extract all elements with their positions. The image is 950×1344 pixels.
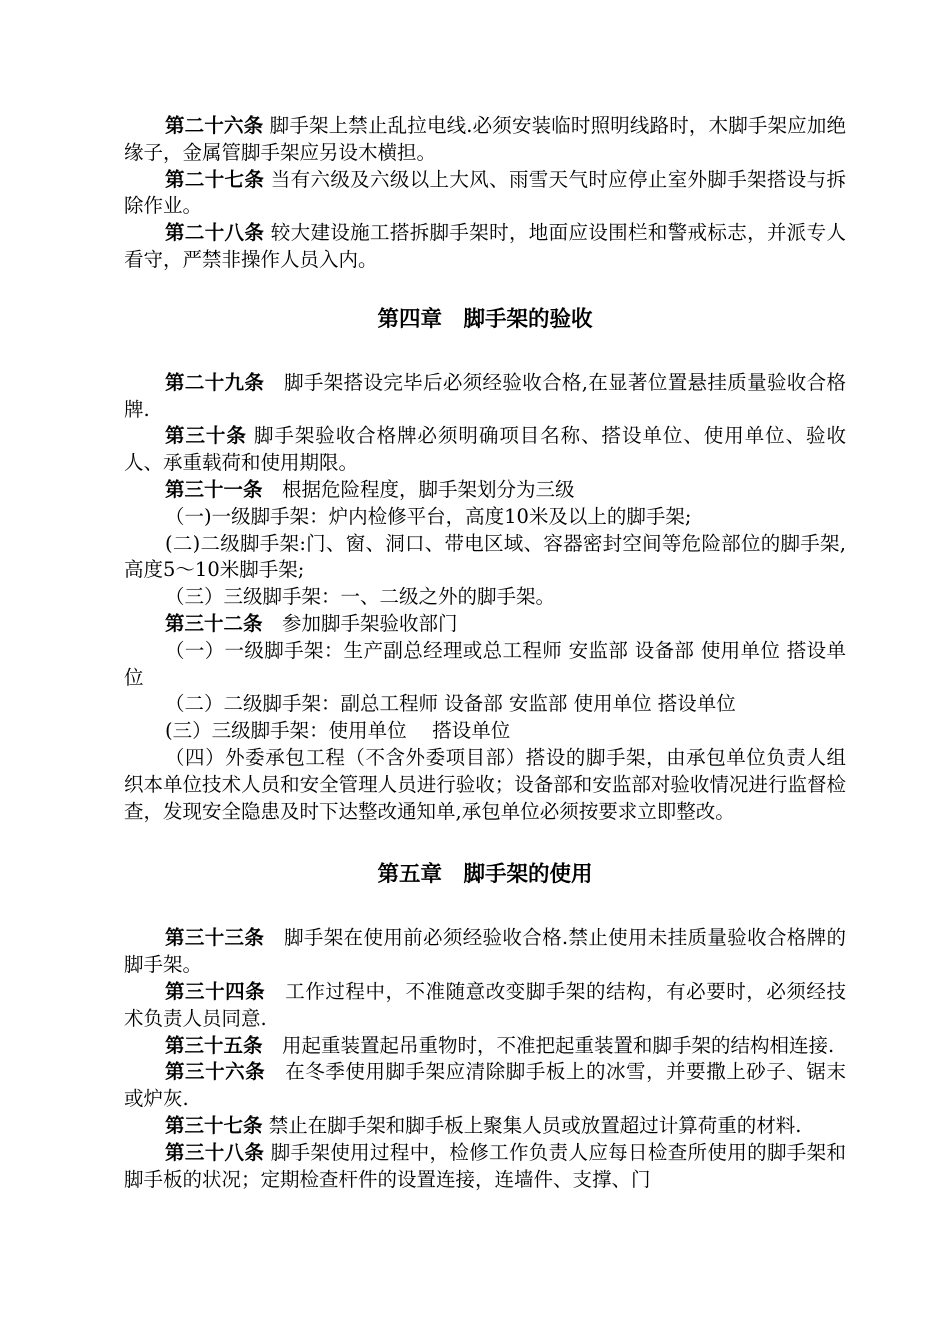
- chapter-4-title: 第四章 脚手架的验收: [377, 306, 593, 332]
- article-text: 脚手架使用过程中，检修工作负责人应每日检查所使用的脚手架和脚手板的状况；定期检查杆件的设置连接，连墙件、支撑、门: [124, 1140, 846, 1191]
- article-text: （四）外委承包工程（不含外委项目部）搭设的脚手架，由承包单位负责人组织本单位技术人员和安全管理人员进行验收；设备部和安监部对验收情况进行监督检查，发现安全隐患及时下达整改通知单,承包单位必须按要求立即整改。: [124, 745, 846, 823]
- article-text: (三）三级脚手架：使用单位 搭设单位: [165, 719, 511, 743]
- article-paragraph: [124, 691, 846, 718]
- article-number: 第三十六条: [165, 1060, 266, 1084]
- article-text: 较大建设施工搭拆脚手架时，地面应设围栏和警戒标志，并派专人看守，严禁非操作人员入内。: [124, 221, 846, 271]
- article-paragraph: [124, 370, 846, 424]
- article-text: (二)二级脚手架:门、窗、洞口、带电区域、容器密封空间等危险部位的脚手架,高度5～10米脚手架;: [124, 531, 846, 582]
- article-text: 脚手架搭设完毕后必须经验收合格,在显著位置悬挂质量验收合格牌.: [124, 370, 846, 421]
- article-paragraph: [124, 477, 846, 504]
- article-text: 用起重装置起吊重物时，不准把起重装置和脚手架的结构相连接.: [262, 1033, 835, 1057]
- article-number: 第三十八条: [165, 1140, 265, 1164]
- article-text: 工作过程中，不准随意改变脚手架的结构，有必要时，必须经技术负责人员同意.: [124, 979, 846, 1030]
- article-text: （二）二级脚手架：副总工程师 设备部 安监部 使用单位 搭设单位: [165, 692, 736, 716]
- article-paragraph: [124, 745, 846, 825]
- article-paragraph: [124, 1113, 846, 1140]
- articles-block-3: [124, 925, 846, 1193]
- article-text: 禁止在脚手架和脚手板上聚集人员或放置超过计算荷重的材料.: [262, 1113, 802, 1137]
- article-paragraph: [124, 1059, 846, 1113]
- article-text: 脚手架上禁止乱拉电线.必须安装临时照明线路时，木脚手架应加绝缘子，金属管脚手架应另设木横担。: [124, 114, 846, 164]
- article-number: 第三十一条: [165, 477, 263, 501]
- document-page: [124, 113, 846, 1193]
- chapter-5-title: 第五章 脚手架的使用: [377, 862, 593, 888]
- article-text: （一）一级脚手架：生产副总经理或总工程师 安监部 设备部 使用单位 搭设单位: [124, 638, 846, 689]
- article-number: 第三十二条: [165, 611, 263, 635]
- article-paragraph: [124, 1140, 846, 1194]
- article-number: 第二十八条: [165, 221, 265, 245]
- article-number: 第三十条: [165, 424, 247, 448]
- article-number: 第三十五条: [165, 1033, 263, 1057]
- article-text: 根据危险程度，脚手架划分为三级: [262, 477, 575, 501]
- article-paragraph: [124, 167, 846, 221]
- article-number: 第二十六条: [165, 114, 264, 137]
- article-number: 第三十三条: [165, 926, 265, 950]
- article-paragraph: [124, 611, 846, 638]
- articles-block-1: [124, 113, 846, 274]
- article-text: 脚手架在使用前必须经验收合格.禁止使用未挂质量验收合格牌的脚手架。: [124, 926, 846, 977]
- articles-block-2: [124, 370, 846, 826]
- article-number: 第三十四条: [165, 979, 266, 1003]
- article-text: 当有六级及六级以上大风、雨雪天气时应停止室外脚手架搭设与拆除作业。: [124, 167, 846, 218]
- article-number: 第三十七条: [165, 1113, 263, 1137]
- article-paragraph: [124, 718, 846, 745]
- article-paragraph: [124, 220, 846, 274]
- article-paragraph: [124, 423, 846, 477]
- article-paragraph: [124, 1033, 846, 1060]
- article-text: 脚手架验收合格牌必须明确项目名称、搭设单位、使用单位、验收人、承重载荷和使用期限。: [124, 424, 846, 475]
- article-text: 参加脚手架验收部门: [262, 611, 458, 635]
- article-number: 第二十九条: [165, 370, 265, 394]
- article-paragraph: [124, 925, 846, 979]
- article-text: （三）三级脚手架：一、二级之外的脚手架。: [165, 585, 556, 609]
- article-paragraph: [124, 531, 846, 585]
- article-paragraph: [124, 638, 846, 692]
- article-text: （一)一级脚手架：炉内检修平台，高度10米及以上的脚手架;: [165, 504, 692, 528]
- article-paragraph: [124, 584, 846, 611]
- article-paragraph: [124, 504, 846, 531]
- article-text: 在冬季使用脚手架应清除脚手板上的冰雪，并要撒上砂子、锯末或炉灰.: [124, 1060, 846, 1111]
- article-number: 第二十七条: [165, 167, 265, 191]
- article-paragraph: [124, 113, 846, 167]
- article-paragraph: [124, 979, 846, 1033]
